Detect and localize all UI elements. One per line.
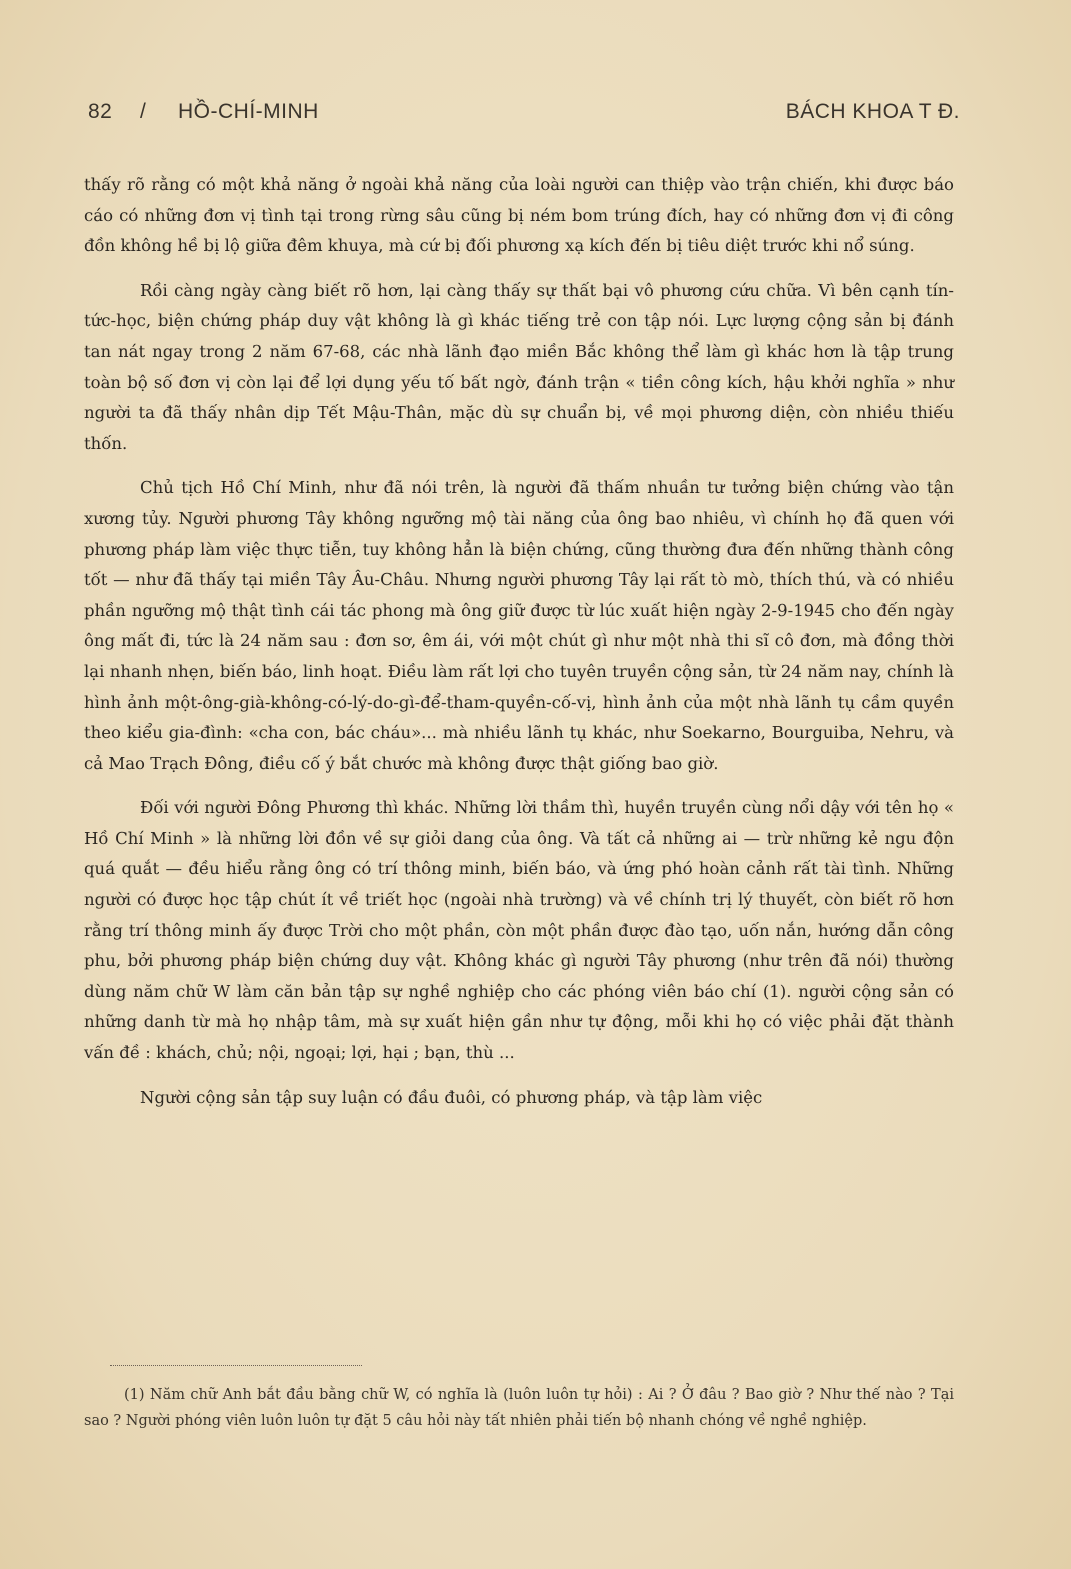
paragraph-1: thấy rõ rằng có một khả năng ở ngoài khả năng của loài người can thiệp vào trận chiến, khi được báo cáo có những đơn vị tình tại trong rừng sâu cũng bị ném bom trúng đích, hay có những đơn vị đi công đồn không hề bị lộ giữa đêm khuya, mà cứ bị đối phương xạ kích đến bị tiêu diệt trước khi nổ súng. [84, 175, 954, 256]
footnote-divider [110, 1365, 362, 1366]
footnote [84, 1382, 954, 1434]
header-author: HỒ-CHÍ-MINH [178, 100, 319, 123]
footnote-text: (1) Năm chữ Anh bắt đầu bằng chữ W, có nghĩa là (luôn luôn tự hỏi) : Ai ? Ở đâu ? Bao giờ ? Như thế nào ? Tại sao ? Người phóng viên luôn luôn tự đặt 5 câu hỏi này tất nhiên phải tiến bộ nhanh chóng về nghề nghiệp. [84, 1387, 954, 1429]
paragraph-2: Rồi càng ngày càng biết rõ hơn, lại càng thấy sự thất bại vô phương cứu chữa. Vì bên cạnh tín-tức-học, biện chứng pháp duy vật không là gì khác tiếng trẻ con tập nói. Lực lượng cộng sản bị đánh tan nát ngay trong 2 năm 67-68, các nhà lãnh đạo miền Bắc không thể làm gì khác hơn là tập trung toàn bộ số đơn vị còn lại để lợi dụng yếu tố bất ngờ, đánh trận « tiền công kích, hậu khởi nghĩa » như người ta đã thấy nhân dịp Tết Mậu-Thân, mặc dù sự chuẩn bị, về mọi phương diện, còn nhiều thiếu thốn. [84, 280, 954, 453]
header-journal: BÁCH KHOA T Đ. [785, 100, 960, 123]
body-text [84, 170, 954, 1113]
header-separator: / [140, 100, 147, 123]
running-header [88, 100, 960, 134]
paragraph-4: Đối với người Đông Phương thì khác. Những lời thầm thì, huyền truyền cùng nổi dậy với tên họ « Hồ Chí Minh » là những lời đồn về sự giỏi dang của ông. Và tất cả những ai — trừ những kẻ ngu độn quá quắt — đều hiểu rằng ông có trí thông minh, biến báo, và ứng phó hoàn cảnh rất tài tình. Những người có được học tập chút ít về triết học (ngoài nhà trường) và về chính trị lý thuyết, còn biết rõ hơn rằng trí thông minh ấy được Trời cho một phần, còn một phần được đào tạo, uốn nắn, hướng dẫn công phu, bởi phương pháp biện chứng duy vật. Không khác gì người Tây phương (như trên đã nói) thường dùng năm chữ W làm căn bản tập sự nghề nghiệp cho các phóng viên báo chí (1). người cộng sản có những danh từ mà họ nhập tâm, mà sự xuất hiện gần như tự động, mỗi khi họ có việc phải đặt thành vấn đề : khách, chủ; nội, ngoại; lợi, hại ; bạn, thù ... [84, 798, 954, 1063]
paragraph-3: Chủ tịch Hồ Chí Minh, như đã nói trên, là người đã thấm nhuần tư tưởng biện chứng vào tận xương tủy. Người phương Tây không ngưỡng mộ tài năng của ông bao nhiêu, vì chính họ đã quen với phương pháp làm việc thực tiễn, tuy không hẳn là biện chứng, cũng thường đưa đến những thành công tốt — như đã thấy tại miền Tây Âu-Châu. Nhưng người phương Tây lại rất tò mò, thích thú, và có nhiều phần ngưỡng mộ thật tình cái tác phong mà ông giữ được từ lúc xuất hiện ngày 2-9-1945 cho đến ngày ông mất đi, tức là 24 năm sau : đơn sơ, êm ái, với một chút gì như một nhà thi sĩ cô đơn, mà đồng thời lại nhanh nhẹn, biến báo, linh hoạt. Điều làm rất lợi cho tuyên truyền cộng sản, từ 24 năm nay, chính là hình ảnh một-ông-già-không-có-lý-do-gì-để-tham-quyền-cố-vị, hình ảnh của một nhà lãnh tụ cầm quyền theo kiểu gia-đình: «cha con, bác cháu»... mà nhiều lãnh tụ khác, như Soekarno, Bourguiba, Nehru, và cả Mao Trạch Đông, điều cố ý bắt chước mà không được thật giống bao giờ. [84, 478, 954, 773]
paragraph-5: Người cộng sản tập suy luận có đầu đuôi, có phương pháp, và tập làm việc [140, 1087, 763, 1107]
page-number: 82 [88, 100, 113, 123]
